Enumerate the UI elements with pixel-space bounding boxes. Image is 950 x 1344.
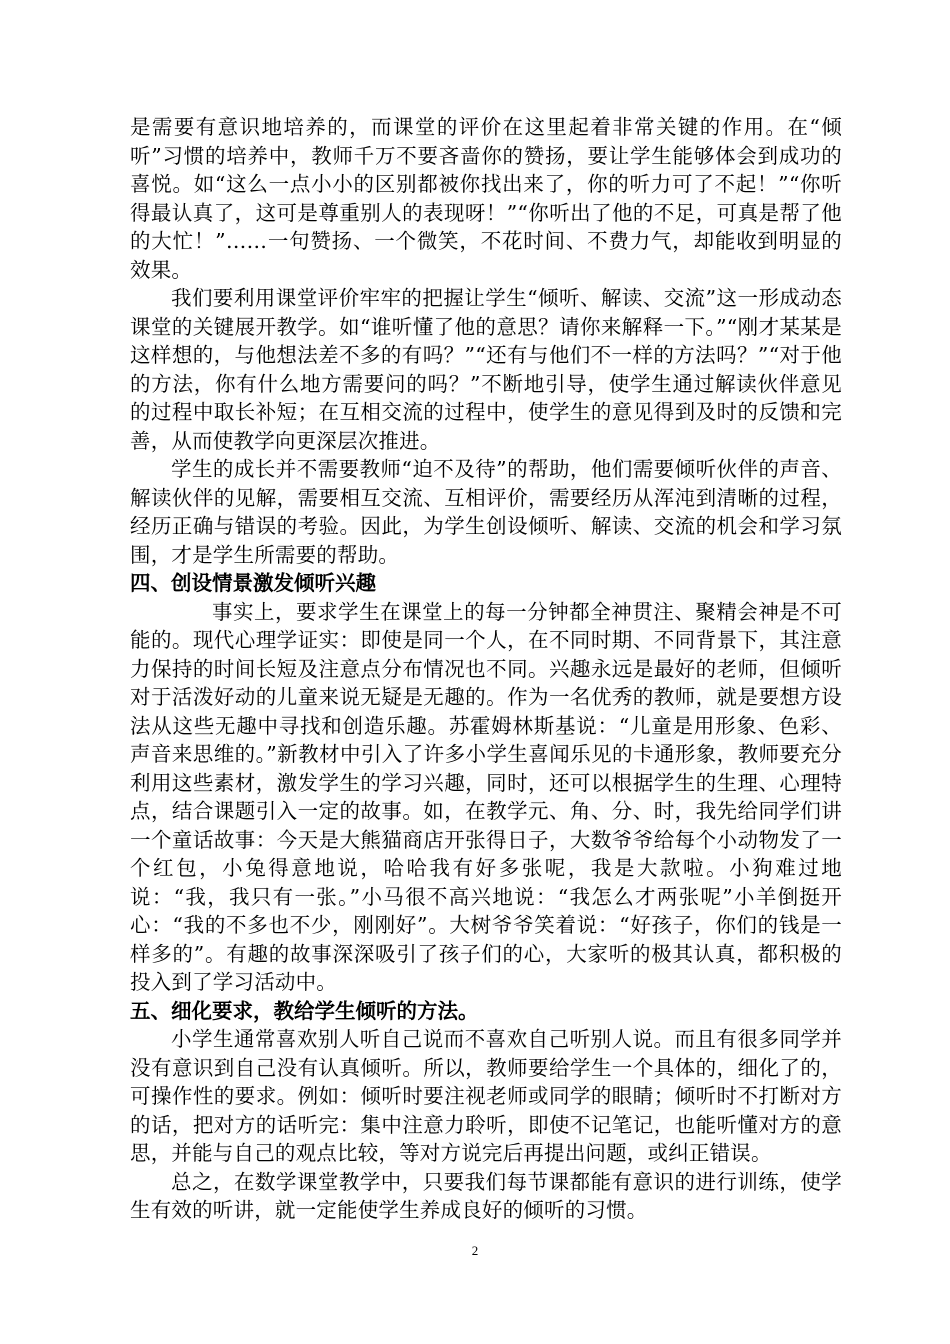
paragraph-classroom-evaluation: 我们要利用课堂评价牢牢的把握让学生“倾听、解读、交流”这一形成动态课堂的关键展开教学。如“谁听懂了他的意思？请你来解释一下。”“刚才某某是这样想的，与他想法差不多的有吗？”“还有与他们不一样的方法吗？”“对于他的方法，你有什么地方需要问的吗？”不断地引导，使学生通过解读伙伴意见的过程中取长补短；在互相交流的过程中，使学生的意见得到及时的反馈和完善，从而使教学向更深层次推进。 xyxy=(130,286,842,453)
section-heading-5: 五、细化要求，教给学生倾听的方法。 xyxy=(130,998,479,1023)
section-heading-4: 四、创设情景激发倾听兴趣 xyxy=(130,571,376,595)
paragraph-listening-methods: 小学生通常喜欢别人听自己说而不喜欢自己听别人说。而且有很多同学并没有意识到自己没有认真倾听。所以，教师要给学生一个具体的，细化了的，可操作性的要求。例如：倾听时要注视老师或同学的眼睛；倾听时不打断对方的话，把对方的话听完：集中注意力聆听，即使不记笔记，也能听懂对方的意思，并能与自己的观点比较，等对方说完后再提出问题，或纠正错误。 xyxy=(130,1027,842,1165)
paragraph-student-growth: 学生的成长并不需要教师“迫不及待”的帮助，他们需要倾听伙伴的声音、解读伙伴的见解，需要相互交流、互相评价，需要经历从浑沌到清晰的过程，经历正确与错误的考验。因此，为学生创设倾听、解读、交流的机会和学习氛围，才是学生所需要的帮助。 xyxy=(130,457,842,567)
paragraph-conclusion: 总之，在数学课堂教学中，只要我们每节课都能有意识的进行训练，使学生有效的听讲，就一定能使学生养成良好的倾听的习惯。 xyxy=(130,1169,842,1222)
paragraph-create-interest: 事实上，要求学生在课堂上的每一分钟都全神贯注、聚精会神是不可能的。现代心理学证实：即使是同一个人，在不同时期、不同背景下，其注意力保持的时间长短及注意点分布情况也不同。兴趣永远是最好的老师，但倾听对于活泼好动的儿童来说无疑是无趣的。作为一名优秀的教师，就是要想方设法从这些无趣中寻找和创造乐趣。苏霍姆林斯基说：“儿童是用形象、色彩、声音来思维的。”新教材中引入了许多小学生喜闻乐见的卡通形象，教师要充分利用这些素材，激发学生的学习兴趣，同时，还可以根据学生的生理、心理特点，结合课题引入一定的故事。如，在教学元、角、分、时，我先给同学们讲一个童话故事：今天是大熊猫商店开张得日子，大数爷爷给每个小动物发了一个红包，小兔得意地说，哈哈我有好多张呢，我是大款啦。小狗难过地说：“我，我只有一张。”小马很不高兴地说：“我怎么才两张呢”小羊倒挺开心：“我的不多也不少，刚刚好”。大树爷爷笑着说：“好孩子，你们的钱是一样多的”。有趣的故事深深吸引了孩子们的心，大家听的极其认真，都积极的投入到了学习活动中。 xyxy=(130,599,842,994)
paragraph-evaluation-praise: 是需要有意识地培养的，而课堂的评价在这里起着非常关键的作用。在“倾听”习惯的培养中，教师千万不要吝啬你的赞扬，要让学生能够体会到成功的喜悦。如“这么一点小小的区别都被你找出来了，你的听力可了不起！”“你听得最认真了，这可是尊重别人的表现呀！”“你听出了他的不足，可真是帮了他的大忙！”……一句赞扬、一个微笑，不花时间、不费力气，却能收到明显的效果。 xyxy=(130,115,842,282)
page-number: 2 xyxy=(471,1243,479,1258)
document-body xyxy=(130,113,842,1225)
